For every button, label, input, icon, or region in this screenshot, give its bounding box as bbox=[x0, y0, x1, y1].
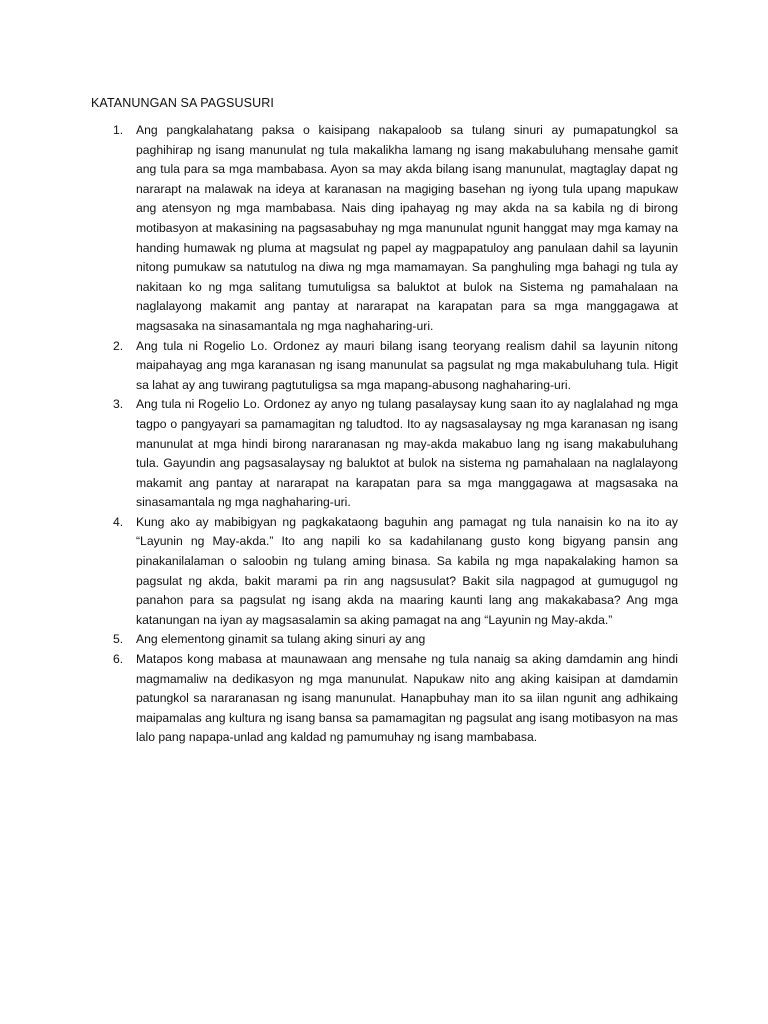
question-list bbox=[113, 121, 678, 748]
list-item-3 bbox=[113, 395, 678, 513]
document-heading: KATANUNGAN SA PAGSUSURI bbox=[91, 96, 274, 110]
item-text: Ang pangkalahatang paksa o kaisipang nakapaloob sa tulang sinuri ay pumapatungkol sa paghihirap ng isang manunulat ng tula makalikha lamang ng isang makabuluhang mensahe gamit ang tula para sa mga mambabasa. Ayon sa may akda bilang isang manunulat, magtaglay dapat ng nararapt na malawak na ideya at karanasan na magiging basehan ng iyong tula upang mapukaw ang atensyon ng mga mambabasa. Nais ding ipahayag ng may akda na sa kabila ng di birong motibasyon at makasining na pagsasabuhay ng mga manunulat ngunit hanggat may mga kamay na handing humawak ng pluma at magsulat ng papel ay magpapatuloy ang panulaan dahil sa layunin nitong pumukaw sa natutulog na diwa ng mga mamamayan. Sa panghuling mga bahagi ng tula ay nakitaan ko ng mga salitang tumutuligsa sa baluktot at bulok na Sistema ng pamahalaan na naglalayong makamit ang pantay at nararapat na karapatan para sa mga manggagawa at magsasaka na sinasamantala ng mga naghaharing-uri. bbox=[136, 123, 678, 333]
item-number: 1. bbox=[113, 123, 124, 137]
item-text: Matapos kong mabasa at maunawaan ang mensahe ng tula nanaig sa aking damdamin ang hindi magmamaliw na dedikasyon ng mga manunulat. Napukaw nito ang aking kaisipan at damdamin patungkol sa nararanasan ng isang manunulat. Hanapbuhay man ito sa iilan ngunit ang adhikaing maipamalas ang kultura ng isang bansa sa pamamagitan ng pagsulat ang isang motibasyon na mas lalo pang napapa-unlad ang kaldad ng pamumuhay ng isang mambabasa. bbox=[136, 652, 678, 745]
item-text: Ang tula ni Rogelio Lo. Ordonez ay anyo ng tulang pasalaysay kung saan ito ay naglalahad ng mga tagpo o pangyayari sa pamamagitan ng taludtod. Ito ay nagsasalaysay ng mga karanasan ng isang manunulat at mga hindi birong nararanasan ng may-akda makabuo lang ng isang makabuluhang tula. Gayundin ang pagsasalaysay ng baluktot at bulok na sistema ng pamahalaan na naglalayong makamit ang pantay at nararapat na karapatan para sa mga manggagawa at magsasaka na sinasamantala ng mga naghaharing-uri. bbox=[136, 397, 678, 510]
item-text: Kung ako ay mabibigyan ng pagkakataong baguhin ang pamagat ng tula nanaisin ko na ito ay “Layunin ng May-akda.” Ito ang napili ko sa kadahilanang gusto kong bigyang pansin ang pinakanilalaman o saloobin ng tulang aming binasa. Sa kabila ng mga napakalaking hamon sa pagsulat ng akda, bakit marami pa rin ang nagsusulat? Bakit sila nagpagod at gumugugol ng panahon para sa pagsulat ng isang akda na maaring kaunti lang ang makakabasa? Ang mga katanungan na iyan ay magsasalamin sa aking pamagat na ang “Layunin ng May-akda.” bbox=[136, 514, 678, 627]
item-text: Ang elementong ginamit sa tulang aking sinuri ay ang bbox=[136, 632, 426, 647]
item-number: 3. bbox=[113, 397, 124, 412]
item-text: Ang tula ni Rogelio Lo. Ordonez ay mauri bilang isang teoryang realism dahil sa layunin nitong maipahayag ang mga karanasan ng isang manunulat sa pagsulat ng mga makabuluhang tula. Higit sa lahat ay ang tuwirang pagtutuligsa sa mga mapang-abusong naghaharing-uri. bbox=[136, 338, 678, 392]
item-number: 4. bbox=[113, 514, 124, 529]
list-item-6 bbox=[113, 650, 678, 748]
list-item-5 bbox=[113, 630, 678, 650]
list-item-2 bbox=[113, 337, 678, 396]
item-number: 6. bbox=[113, 652, 124, 667]
list-item-1 bbox=[113, 121, 678, 337]
list-item-4 bbox=[113, 513, 678, 631]
item-number: 5. bbox=[113, 632, 124, 647]
item-number: 2. bbox=[113, 338, 124, 353]
